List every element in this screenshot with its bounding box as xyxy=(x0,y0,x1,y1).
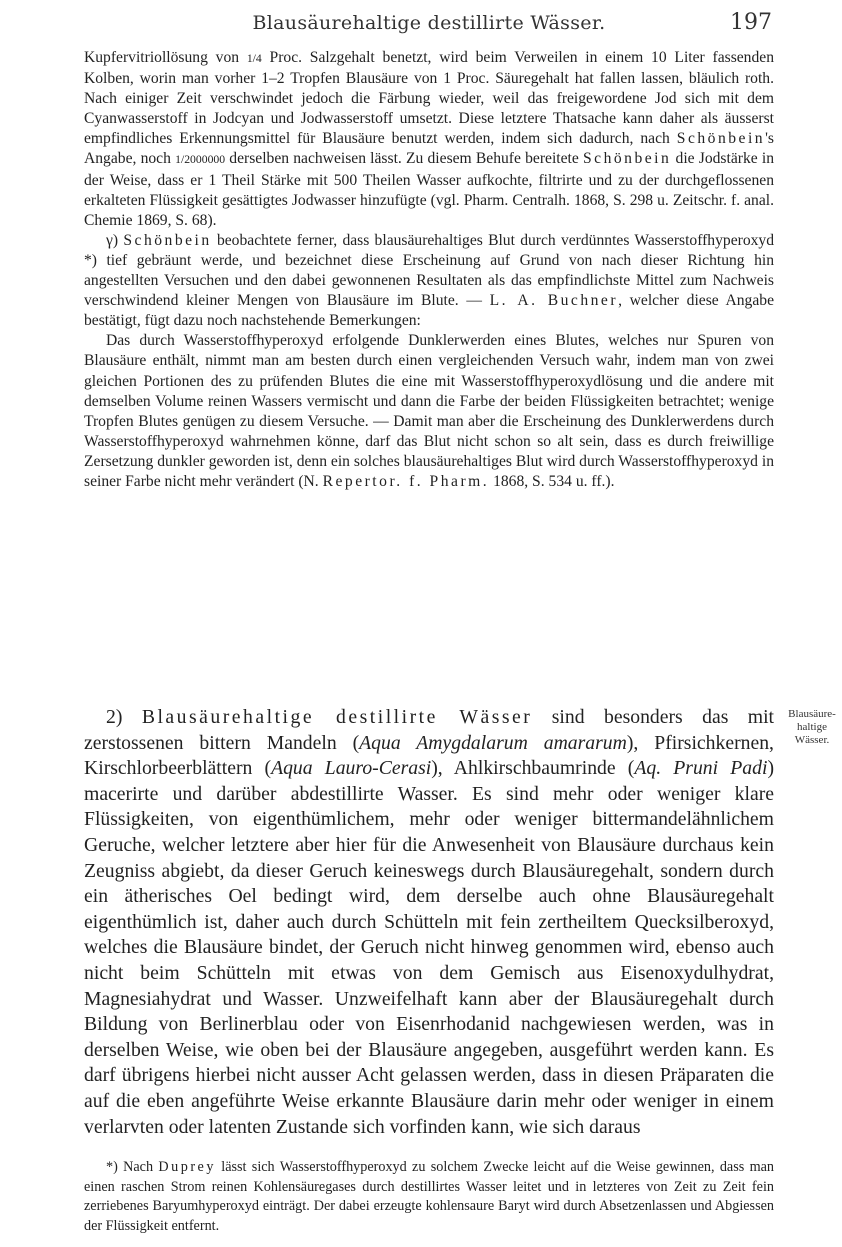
text-run: sind besonders das mit zerstossenen bittern Mandeln ( xyxy=(84,706,775,754)
footnotes xyxy=(84,1158,774,1236)
paragraph-section-2 xyxy=(84,705,774,1140)
section-heading: Blausäurehaltige destillirte Wässer xyxy=(141,706,533,728)
footnote-marker: *) xyxy=(106,1159,124,1175)
text-run: derselben nachweisen lässt. Zu diesem Behufe bereitete xyxy=(225,150,583,168)
page-header xyxy=(84,10,774,40)
margin-note-line: Blausäure- xyxy=(788,708,836,720)
paragraph-intro xyxy=(84,48,774,231)
margin-note-line: Wässer. xyxy=(794,734,830,746)
main-text-block xyxy=(84,705,774,1140)
margin-note xyxy=(782,708,842,747)
text-run: beobachtete ferner, dass blausäurehaltiges Blut durch verdünntes Wasserstoffhyperoxyd *) tief gebräunt werde, und bezeichnet diese Erscheinung auf Grund von nach dieser Richtung hin angestellten Versuchen und den dabei gewonnenen Resultaten als das empfindlichste Mittel zum Nachweis verschwindend kleiner Mengen von Blausäure im Blute. — xyxy=(84,231,775,310)
paragraph-quote xyxy=(84,331,774,492)
author-name: L. A. Buchner xyxy=(489,292,619,310)
text-run: lässt sich Wasserstoffhyperoxyd zu solchem Zwecke leicht auf die Weise gewinnen, dass man einen raschen Strom reinen Kohlensäuregases durch destillirtes Wasser leitet und in letzteres von Zeit zu Zeit fein zerriebenes Baryumhyperoxyd einträgt. Der dabei erzeugte kohlensaure Baryt wird durch Absetzenlassen und Abgiessen der Flüssigkeit entfernt. xyxy=(84,1159,774,1234)
journal-reference: Repertor. f. Pharm. xyxy=(322,472,490,490)
running-head: Blausäurehaltige destillirte Wässer. xyxy=(252,12,606,34)
author-name: Duprey xyxy=(158,1159,216,1175)
margin-note-line: haltige xyxy=(797,721,827,733)
page-number: 197 xyxy=(730,10,772,35)
text-run: Nach xyxy=(123,1159,159,1175)
latin-name: Aq. Pruni Padi xyxy=(634,757,768,780)
section-number: 2) xyxy=(106,706,142,728)
footnote xyxy=(84,1158,774,1236)
text-run: ) macerirte und darüber abdestillirte Wasser. Es sind mehr oder weniger klare Flüssigkeiten, von eigenthümlichem, mehr oder weniger bittermandelähnlichem Geruche, welcher letztere aber hier für die Anwesenheit von Blausäure durchaus kein Zeugniss abgiebt, da dieser Geruch keineswegs durch Blausäuregehalt, sondern durch ein ätherisches Oel bedingt wird, dem derselbe auch ohne Blausäuregehalt eigenthümlich ist, daher auch durch Schütteln mit fein zertheiltem Quecksilberoxyd, welches die Blausäure bindet, der Geruch nicht hinweg genommen wird, ebenso auch nicht beim Schütteln mit etwas von dem Gemisch aus Eisenoxydulhydrat, Magnesiahydrat und Wasser. Unzweifelhaft kann aber der Blausäuregehalt durch Bildung von Berlinerblau oder von Eisenrhodanid nachgewiesen werden, was in derselben Weise, wie oben bei der Blausäure angegeben, ausgeführt werden kann. Es darf übrigens hierbei nicht ausser Acht gelassen werden, dass in diesen Präparaten die auf die eben angeführte Weise erkannte Blausäure darin mehr oder weniger in einem verlarvten oder latenten Zustande sich vorfinden kann, wie sich daraus xyxy=(84,757,774,1138)
latin-name: Aqua Lauro-Cerasi xyxy=(271,757,432,780)
author-name: Schönbein xyxy=(123,231,212,249)
text-run: 1868, S. 534 u. ff.). xyxy=(489,472,615,490)
text-run: Proc. Salzgehalt benetzt, wird beim Verweilen in einem 10 Liter fassenden Kolben, worin man vorher 1–2 Tropfen Blausäure von 1 Proc. Säuregehalt hat fallen lassen, bläulich roth. Nach einiger Zeit verschwindet jedoch die Färbung wieder, weil das freigewordene Jod sich mit dem Cyanwasserstoff in Jodcyan und Jodwasserstoff umsetzt. Diese letztere Thatsache kann daher als äusserst empfindliches Erkennungsmittel für Blausäure benutzt werden, indem sich dadurch, nach xyxy=(84,49,774,148)
text-run: Kupfervitriollösung von xyxy=(84,49,247,66)
text-run: ), Pfirsichkernen, Kirschlorbeerblättern ( xyxy=(84,731,774,780)
paragraph-gamma xyxy=(84,231,774,331)
latin-name: Aqua Amygdalarum amararum xyxy=(359,731,627,754)
text-run: die Jodstärke in der Weise, dass er 1 Theil Stärke mit 500 Theilen Wasser aufkochte, filtrirte und zu der durchgeflossenen erkalteten Flüssigkeit gesättigtes Jodwasser hinzufügte (vgl. Pharm. Centralh. 1868, S. 298 u. Zeitschr. f. anal. Chemie 1869, S. 68). xyxy=(84,150,774,229)
list-label: γ) xyxy=(106,231,124,249)
text-run: 's Angabe, noch xyxy=(84,130,774,168)
author-name: Schönbein xyxy=(582,150,672,168)
author-name: Schönbein xyxy=(676,130,766,148)
text-run: , welcher diese Angabe bestätigt, fügt dazu noch nachstehende Bemerkungen: xyxy=(84,292,774,330)
text-run: Das durch Wasserstoffhyperoxyd erfolgende Dunklerwerden eines Blutes, welches nur Spuren von Blausäure enthält, nimmt man am besten durch einen vergleichenden Versuch wahr, indem man von zwei gleichen Portionen des zu prüfenden Blutes die eine mit Wasserstoffhyperoxydlösung und die andere mit demselben Volume reinen Wassers vermischt und dann die Farbe der beiden Flüssigkeiten betrachtet; wenige Tropfen Blutes genügen zu diesem Versuche. — Damit man aber die Erscheinung des Dunklerwerdens durch Wasserstoffhyperoxyd wahrnehmen könne, darf das Blut nicht schon so alt sein, dass es durch freiwillige Zersetzung dunkler geworden ist, denn ein solches blausäurehaltiges Blut wird durch Wasserstoffhyperoxyd in seiner Farbe nicht mehr verändert (N. xyxy=(84,332,774,490)
small-print-block xyxy=(84,48,774,492)
text-run: ), Ahlkirschbaumrinde ( xyxy=(431,757,635,780)
fraction: 1/4 xyxy=(246,52,262,65)
fraction: 1/2000000 xyxy=(175,153,226,167)
